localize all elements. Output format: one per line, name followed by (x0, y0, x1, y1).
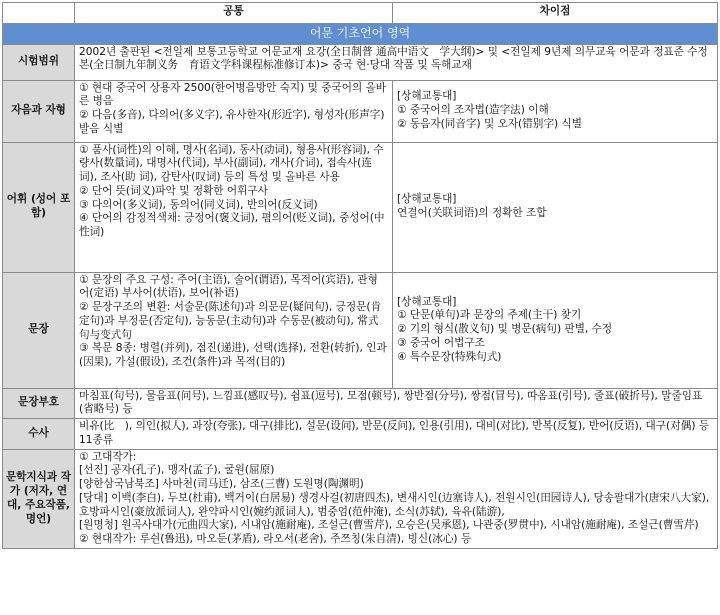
table-row (3, 419, 718, 450)
header-blank (3, 3, 75, 24)
content-line: ② 문장구조의 변환: 서술문(陈述句)과 의문문(疑问句), 긍정문(肯定句)과 부정문(否定句), 능동문(主动句)과 수동문(被动句), 常式句与变式句 (79, 301, 382, 341)
content-line: 연결어(关联词语)의 정확한 조합 (397, 207, 547, 220)
content-line: [양한삼국남북조] 사마천(司马迁), 삼조(三曹) 도원명(陶渊明) (79, 478, 364, 491)
content-line: [상해교통대] (397, 193, 457, 206)
row-content (75, 449, 718, 548)
content-line: [상해교통대] (397, 295, 457, 308)
common-cell (75, 142, 393, 272)
content-line: [원명청] 원곡사대가(元曲四大家), 시내암(施耐庵), 조설근(曹雪芹), 오승은(吴承恩), 나관중(罗贯中), 시내암(施耐庵), 조설근(曹雪芹) (79, 519, 699, 532)
row-label: 시험범위 (3, 44, 75, 80)
row-content (75, 388, 718, 419)
banner-row (3, 24, 718, 45)
row-label: 문장 (3, 272, 75, 388)
difference-cell (393, 272, 718, 388)
common-cell (75, 80, 393, 142)
row-label: 어휘 (성어 포함) (3, 142, 75, 272)
header-difference: 차이점 (393, 3, 718, 24)
content-line: ② 현대작가: 루쉰(鲁迅), 마오둔(茅盾), 라오서(老舍), 주쯔칭(朱自清), 빙신(冰心) 등 (79, 533, 472, 546)
row-label: 문학지식과 작가 (저자, 연대, 주요작품, 명언) (3, 449, 75, 548)
row-content (75, 419, 718, 450)
header-common: 공통 (75, 3, 393, 24)
section-banner: 어문 기초언어 영역 (3, 24, 718, 45)
common-cell (75, 272, 393, 388)
content-line: ④ 특수문장(特殊句式) (397, 350, 502, 363)
content-line: ① 문장의 주요 구성: 주어(主语), 술어(谓语), 목적어(宾语), 관형어(定语) 부사어(状语), 보어(补语) (79, 273, 378, 300)
content-line: ① 고대작가: (79, 450, 137, 463)
difference-cell (393, 80, 718, 142)
content-line: ③ 복문 8종: 병렬(并列), 점진(递进), 선택(选择), 전환(转折), 인과(因果), 가설(假设), 조건(条件)과 목적(目的) (79, 342, 387, 369)
content-line: ② 기의 형식(㪚义句) 및 병문(病句) 판별, 수정 (397, 323, 613, 336)
content-line: ② 다음(多音), 다의어(多义字), 유사한자(形近字), 형성자(形声字) 발음 식별 (79, 109, 385, 135)
row-label: 수사 (3, 419, 75, 450)
row-content (75, 44, 718, 80)
content-line: ③ 중국어 어법구조 (397, 336, 485, 349)
content-line: ② 동음자(同音字) 및 오자(错别字) 식별 (397, 117, 582, 130)
table-row (3, 80, 718, 142)
comparison-table (2, 2, 718, 549)
content-line: ① 중국어의 조자법(造字法) 이해 (397, 104, 549, 117)
header-row (3, 3, 718, 24)
difference-cell (393, 142, 718, 272)
content-line: ① 단문(单句)과 문장의 주제(主干) 찾기 (397, 309, 582, 322)
content-line: [당대] 이백(李白), 두보(杜甫), 백거이(白居易) 생경사걸(初唐四杰), 변새시인(边塞诗人), 전원시인(田园诗人), 당송팔대가(唐宋八大家), 호방파시인(豪放派词人), 완약파시인(婉约派词人), 범중엄(范仲淹), 소식(苏轼), 육유(陆游), (79, 491, 710, 518)
table-row (3, 449, 718, 548)
table-row (3, 142, 718, 272)
content-line: 마침표(句号), 물음표(问号), 느낌표(感叹号), 쉼표(逗号), 모점(顿号), 쌍반점(分号), 쌍점(冒号), 따옴표(引号), 줄표(破折号), 말줄임표(省略号) 등 (79, 389, 703, 416)
table-row (3, 272, 718, 388)
table-row (3, 44, 718, 80)
content-line: [상해교통대] (397, 90, 457, 103)
content-line: ④ 단어의 감정적색채: 긍정어(褒义词), 폄의어(贬义词), 중성어(中性词) (79, 212, 385, 239)
content-line: 비유(比 ), 의인(拟人), 과장(夸张), 대구(排比), 설문(设问), 반문(反问), 인용(引用), 대비(对比), 반복(反复), 반어(反语), 대구(对偶) 등 11종류 (79, 420, 710, 446)
content-line: [선진] 공자(孔子), 맹자(孟子), 굴원(屈原) (79, 464, 275, 477)
row-label: 자음과 자형 (3, 80, 75, 142)
table-row (3, 388, 718, 419)
content-line: ① 품사(词性)의 이해, 명사(名词), 동사(动词), 형용사(形容词), 수량사(数量词), 대명사(代词), 부사(副词), 개사(介词), 접속사(连词), 조사(助 词), 감탄사(叹词) 등의 특성 및 올바른 사용 (79, 143, 384, 184)
content-line: ① 현대 중국어 상용자 2500(한어병음방안 숙지) 및 중국어의 올바른 병음 (79, 81, 387, 108)
row-label: 문장부호 (3, 388, 75, 419)
content-line: 2002년 출판된 <전일제 보통고등학교 어문교재 요강(全日制普 通高中语文 学大纲)> 및 <전일제 9년제 의무교육 어문과 정표준 수정본(全日制九年制义务 育语文学科课程标准修订本)> 중국 현·당대 작품 및 독해교재 (79, 45, 708, 72)
content-line: ③ 다의어(多义词), 동의어(同义词), 반의어(反义词) (79, 198, 318, 211)
content-line: ② 단어 뜻(词义)파악 및 정확한 어휘구사 (79, 184, 268, 197)
